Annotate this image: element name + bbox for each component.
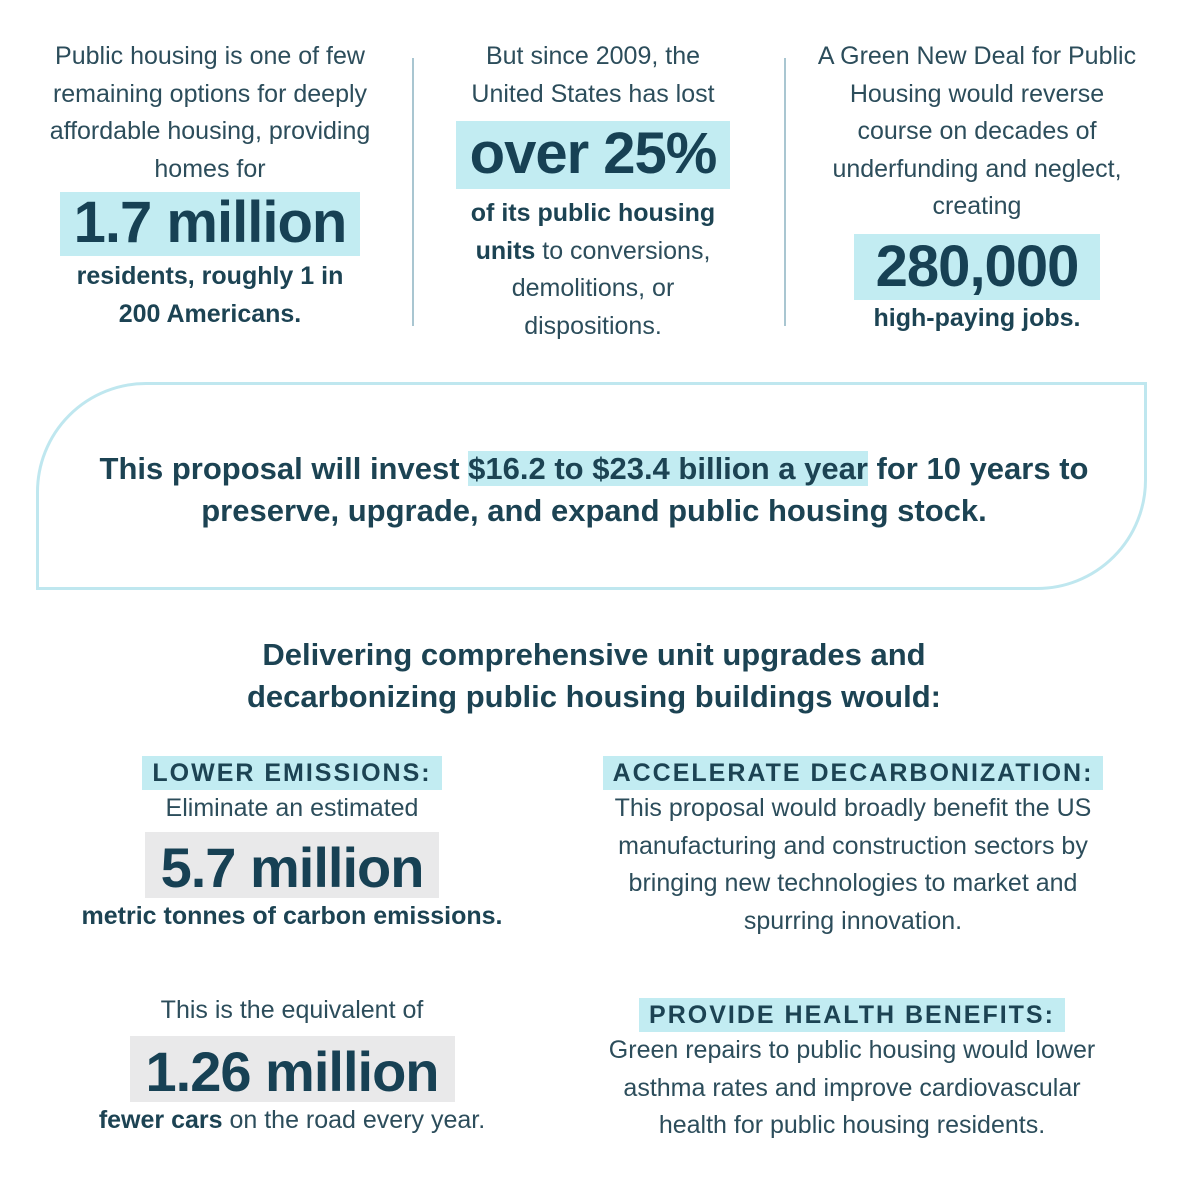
proposal-highlight: $16.2 to $23.4 billion a year [468, 451, 868, 486]
units-lost-figure: over 25% [456, 121, 731, 189]
jobs-intro: A Green New Deal for Public Housing would reverse course on decades of underfunding and neglect, creating [817, 42, 1137, 220]
jobs-figure: 280,000 [854, 234, 1101, 300]
equivalent-outro [60, 1102, 524, 1140]
divider-left [412, 58, 414, 326]
units-lost-outro [430, 195, 756, 345]
accelerate-label: ACCELERATE DECARBONIZATION: [603, 756, 1104, 790]
accelerate-text: This proposal would broadly benefit the US manufacturing and construction sectors by bringing new technologies to market and spurring innovation. [614, 794, 1092, 935]
cars-figure: 1.26 million [130, 1036, 455, 1102]
units-lost-outro-bold: of its public housing units [470, 199, 716, 265]
lower-emissions-block [60, 756, 524, 935]
residents-outro: residents, roughly 1 in 200 Americans. [76, 262, 344, 328]
equivalent-outro-rest: on the road every year. [222, 1105, 486, 1134]
units-lost-outro-rest: to conversions, demolitions, or dispositions. [511, 236, 711, 340]
accelerate-block [586, 756, 1120, 940]
residents-figure: 1.7 million [60, 192, 361, 256]
lower-emissions-outro: metric tonnes of carbon emissions. [81, 901, 503, 930]
lower-emissions-label: LOWER EMISSIONS: [142, 756, 441, 790]
residents-intro: Public housing is one of few remaining options for deeply affordable housing, providing homes for [49, 42, 371, 183]
proposal-after: for 10 years to preserve, upgrade, and expand public housing stock. [201, 451, 1089, 528]
jobs-outro: high-paying jobs. [873, 303, 1081, 332]
equivalent-block [60, 992, 524, 1139]
deliver-heading: Delivering comprehensive unit upgrades and decarbonizing public housing buildings would: [246, 637, 941, 714]
stat-column-jobs [812, 38, 1142, 337]
lower-emissions-intro: Eliminate an estimated [165, 794, 419, 822]
equivalent-intro: This is the equivalent of [160, 996, 424, 1024]
emissions-figure: 5.7 million [145, 832, 440, 898]
units-lost-intro: But since 2009, the United States has lost [471, 42, 715, 108]
health-block [580, 998, 1124, 1145]
stat-column-units-lost [430, 38, 756, 345]
divider-right [784, 58, 786, 326]
equivalent-outro-bold: fewer cars [98, 1105, 223, 1134]
health-text: Green repairs to public housing would lower asthma rates and improve cardiovascular health for public housing residents. [608, 1036, 1096, 1139]
proposal-before: This proposal will invest [99, 451, 469, 486]
proposal-statement [60, 448, 1128, 532]
stat-column-residents [40, 38, 380, 333]
health-label: PROVIDE HEALTH BENEFITS: [639, 998, 1065, 1032]
